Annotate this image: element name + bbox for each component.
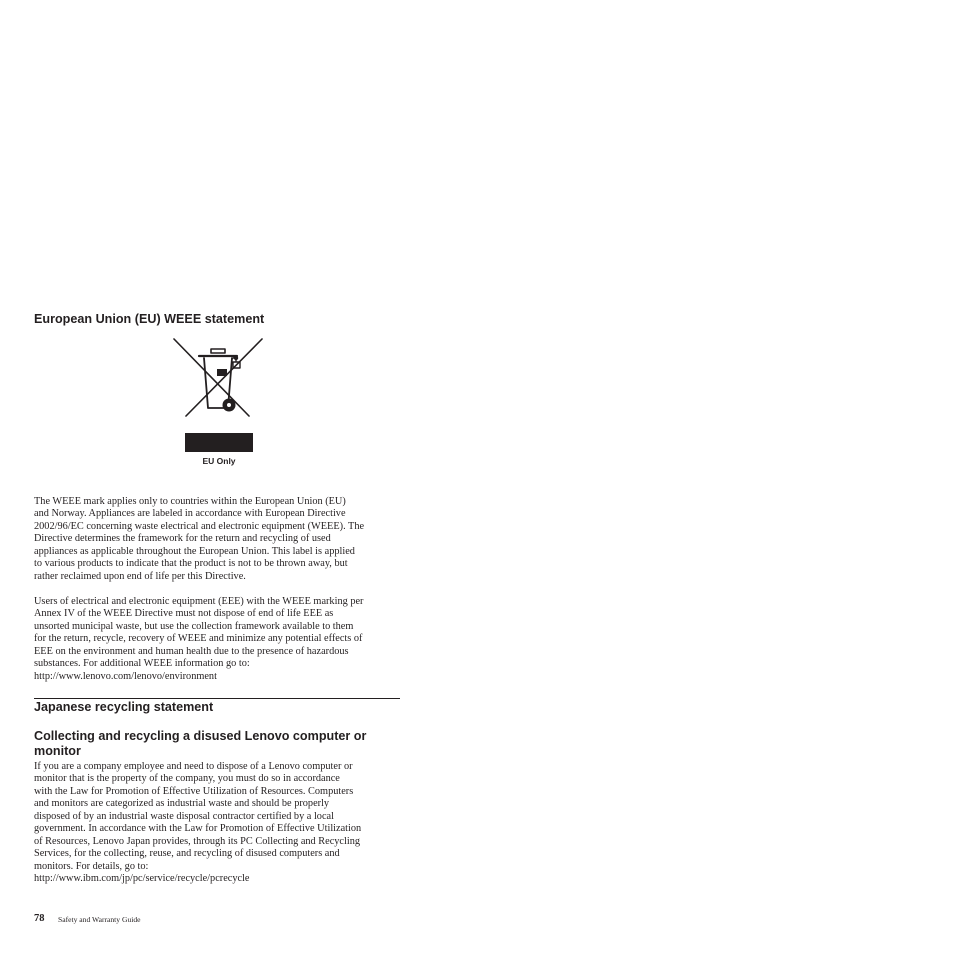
jp-recycling-heading: Japanese recycling statement [34,700,214,714]
eu-only-caption: EU Only [202,456,236,466]
text-line: with the Law for Promotion of Effective Utilization of Resources. Computers [34,785,354,797]
text-line: Directive determines the framework for the return and recycling of used [34,533,331,545]
text-line: of Resources, Lenovo Japan provides, through its PC Collecting and Recycling [34,835,361,847]
text-line: EEE on the environment and human health due to the presence of hazardous [34,645,349,657]
section-divider [34,698,400,699]
page-number: 78 [34,913,45,924]
text-line: 2002/96/EC concerning waste electrical and electronic equipment (WEEE). The [34,520,365,532]
weee-crossed-bin-icon [170,336,266,420]
running-footer-title: Safety and Warranty Guide [58,915,141,924]
environment-link-text: http://www.lenovo.com/lenovo/environment [34,670,217,682]
text-line: Users of electrical and electronic equipment (EEE) with the WEEE marking per [34,596,364,607]
text-line: Services, for the collecting, reuse, and recycling of disused computers and [34,848,340,860]
text-line: and Norway. Appliances are labeled in accordance with European Directive [34,508,346,520]
text-line: and monitors are categorized as industrial waste and should be properly [34,798,330,810]
jp-subheading [34,729,366,759]
eu-paragraph-2 [34,596,404,683]
eu-paragraph-1 [34,496,404,583]
text-line: unsorted municipal waste, but use the collection framework available to them [34,620,354,632]
text-line: disposed of by an industrial waste disposal contractor certified by a local [34,810,334,822]
text-line: government. In accordance with the Law for Promotion of Effective Utilization [34,823,362,835]
text-line: monitor that is the property of the company, you must do so in accordance [34,773,340,785]
jp-subheading-line-2: monitor [34,744,81,758]
jp-paragraph [34,761,404,886]
text-line: monitors. For details, go to: [34,860,149,872]
jp-subheading-line-1: Collecting and recycling a disused Lenovo computer or [34,729,367,743]
recycle-link-text: http://www.ibm.com/jp/pc/service/recycle/pcrecycle [34,873,250,885]
text-line: If you are a company employee and need to dispose of a Lenovo computer or [34,761,353,772]
weee-date-bar [185,433,253,452]
text-line: rather reclaimed upon end of life per this Directive. [34,570,246,582]
text-line: Annex IV of the WEEE Directive must not dispose of end of life EEE as [34,608,334,620]
eu-weee-heading: European Union (EU) WEEE statement [34,312,265,326]
text-line: for the return, recycle, recovery of WEEE and minimize any potential effects of [34,633,363,645]
text-line: appliances as applicable throughout the European Union. This label is applied [34,545,355,557]
text-line: substances. For additional WEEE information go to: [34,658,250,670]
text-line: to various products to indicate that the product is not to be thrown away, but [34,558,348,570]
text-line: The WEEE mark applies only to countries within the European Union (EU) [34,496,346,507]
